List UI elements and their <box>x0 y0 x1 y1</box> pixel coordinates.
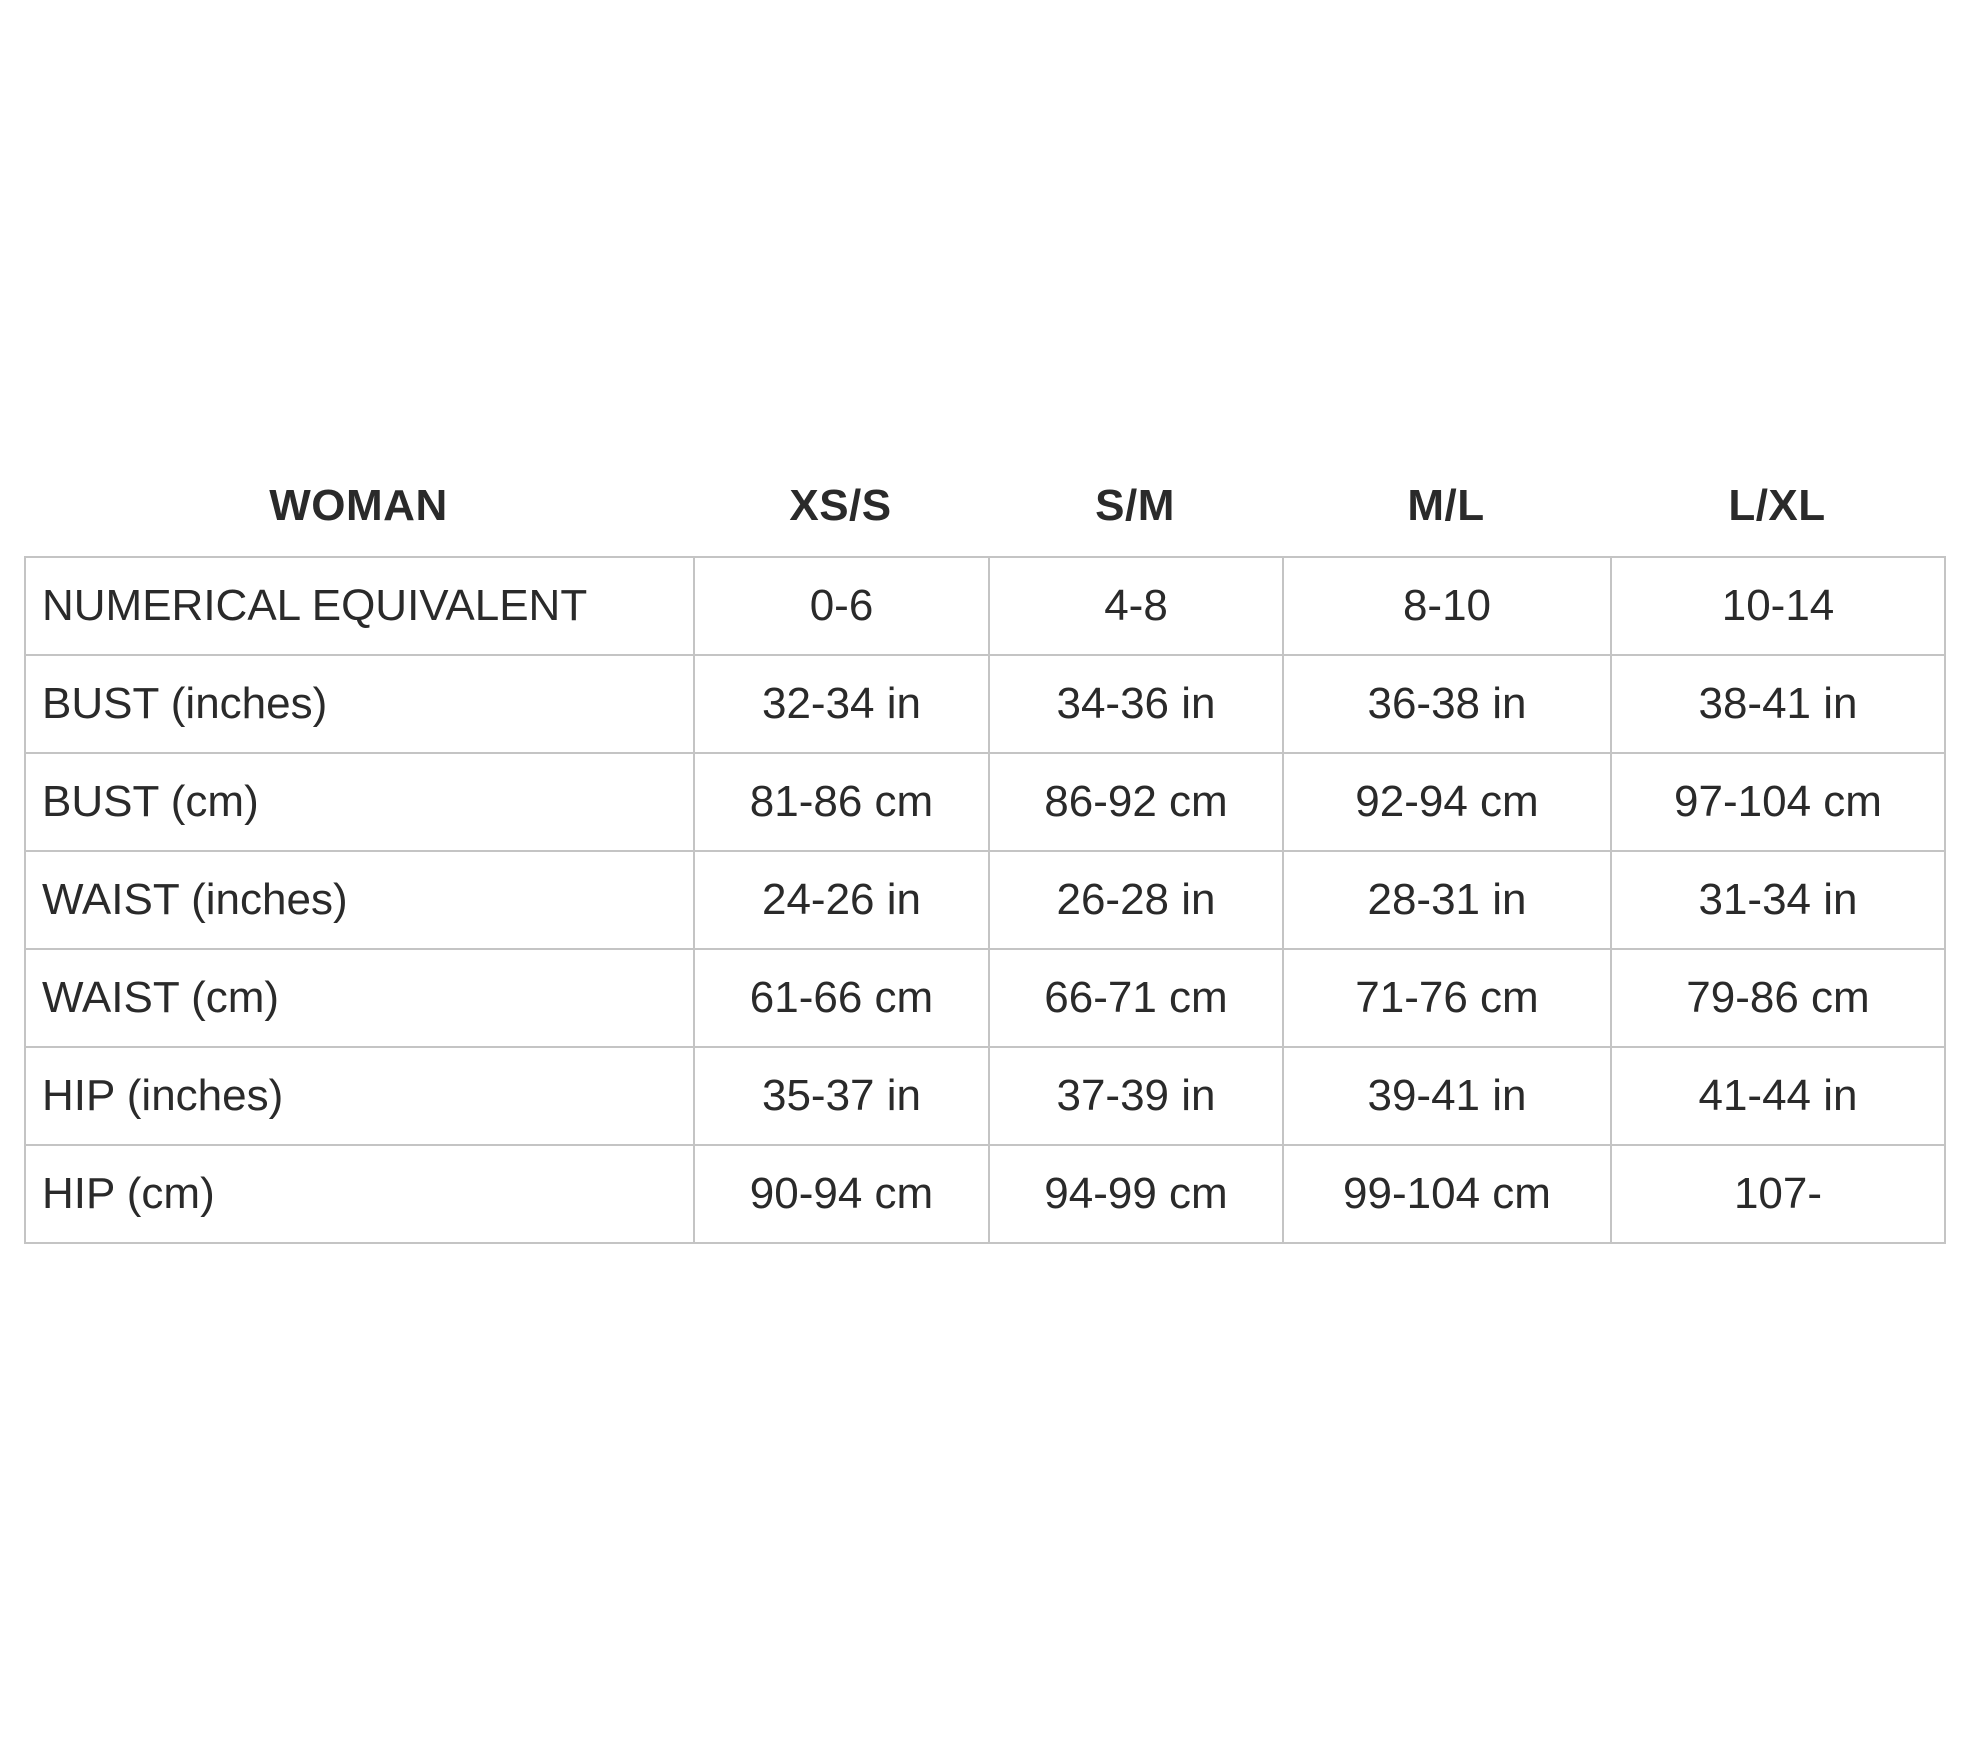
header-size-l-xl: L/XL <box>1728 481 1826 530</box>
table-row <box>25 753 1945 851</box>
header-title: WOMAN <box>269 481 448 530</box>
table-cell: 10-14 <box>1611 557 1945 655</box>
row-label: BUST (cm) <box>25 753 694 851</box>
table-cell: 8-10 <box>1283 557 1611 655</box>
table-cell: 86-92 cm <box>989 753 1283 851</box>
row-label: WAIST (cm) <box>25 949 694 1047</box>
table-cell: 97-104 cm <box>1611 753 1945 851</box>
table-cell: 41-44 in <box>1611 1047 1945 1145</box>
table-cell: 4-8 <box>989 557 1283 655</box>
table-row <box>25 557 1945 655</box>
table-cell: 92-94 cm <box>1283 753 1611 851</box>
table-cell: 107- <box>1611 1145 1945 1243</box>
table-row <box>25 1145 1945 1243</box>
table-cell: 38-41 in <box>1611 655 1945 753</box>
table-row <box>25 949 1945 1047</box>
size-chart <box>24 456 1944 1244</box>
table-cell: 66-71 cm <box>989 949 1283 1047</box>
table-cell: 34-36 in <box>989 655 1283 753</box>
row-label: NUMERICAL EQUIVALENT <box>25 557 694 655</box>
table-cell: 0-6 <box>694 557 989 655</box>
header-size-xs-s: XS/S <box>789 481 892 530</box>
size-chart-header <box>24 456 1944 556</box>
table-cell: 90-94 cm <box>694 1145 989 1243</box>
table-cell: 32-34 in <box>694 655 989 753</box>
table-cell: 71-76 cm <box>1283 949 1611 1047</box>
table-cell: 31-34 in <box>1611 851 1945 949</box>
table-row <box>25 1047 1945 1145</box>
size-table <box>24 556 1946 1244</box>
table-row <box>25 851 1945 949</box>
row-label: HIP (inches) <box>25 1047 694 1145</box>
table-cell: 36-38 in <box>1283 655 1611 753</box>
table-cell: 94-99 cm <box>989 1145 1283 1243</box>
table-cell: 28-31 in <box>1283 851 1611 949</box>
row-label: BUST (inches) <box>25 655 694 753</box>
table-cell: 99-104 cm <box>1283 1145 1611 1243</box>
row-label: WAIST (inches) <box>25 851 694 949</box>
table-cell: 24-26 in <box>694 851 989 949</box>
table-cell: 35-37 in <box>694 1047 989 1145</box>
header-size-m-l: M/L <box>1407 481 1485 530</box>
table-cell: 39-41 in <box>1283 1047 1611 1145</box>
header-size-s-m: S/M <box>1095 481 1175 530</box>
table-cell: 61-66 cm <box>694 949 989 1047</box>
table-cell: 81-86 cm <box>694 753 989 851</box>
table-cell: 26-28 in <box>989 851 1283 949</box>
table-row <box>25 655 1945 753</box>
table-cell: 79-86 cm <box>1611 949 1945 1047</box>
table-cell: 37-39 in <box>989 1047 1283 1145</box>
row-label: HIP (cm) <box>25 1145 694 1243</box>
